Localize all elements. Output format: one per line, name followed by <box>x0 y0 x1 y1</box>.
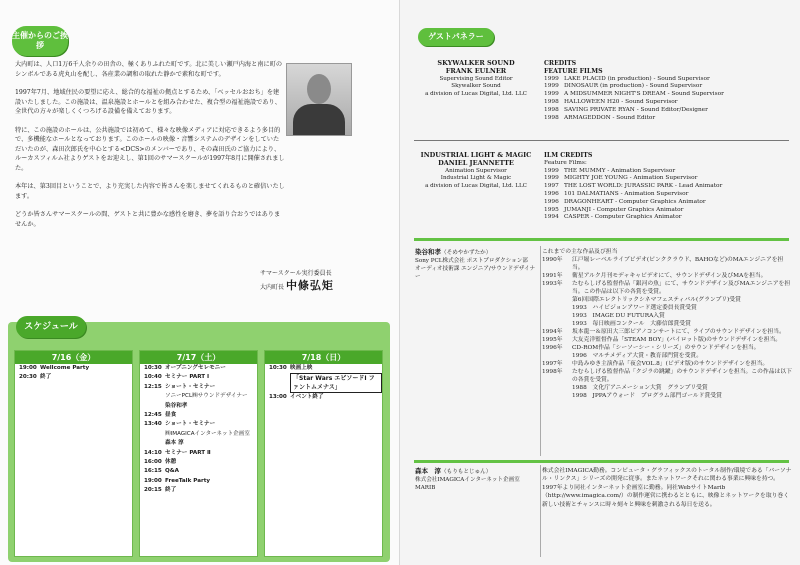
schedule-row: 19:00 FreeTalk Party <box>144 477 211 484</box>
credit-row: 1999 A MIDSUMMER NIGHT'S DREAM - Sound Supervisor <box>544 91 724 98</box>
greeting-paragraph: どうか皆さんサマースクールの間、ゲストと共に豊かな感性を磨き、夢を語り合おうではありませんか。 <box>15 211 281 228</box>
schedule-row: 13:40 ショート・セミナー <box>144 421 216 428</box>
schedule-day-3 <box>264 350 383 557</box>
work-row: 1991年 衛星アルク月刊モデャキャビデオにて、サウンドデザイン及びMAを担当。 <box>542 273 767 279</box>
day-header: 7/16（金） <box>15 351 132 364</box>
someya-profile: 染谷和孝（そめやかずたか） Sony PCL株式会社 ポストプロダクション部 オーディオ技術課 エンジニア/サウンドデザイナー <box>415 248 536 280</box>
greeting-paragraph: 本年は、第3回目ということで、より充実した内容で皆さんを楽しませてくれるものと確信いたします。 <box>15 183 285 200</box>
schedule-row: 13:00 イベント終了 <box>269 394 324 401</box>
schedule-row: 16:00 休憩 <box>144 459 177 466</box>
schedule-row: 12:15 ショート・セミナー <box>144 383 216 390</box>
schedule-row: 森本 淳 <box>165 440 184 447</box>
someya-works: これまでの主な作品及び担当 1990年 江戸堀レーベルライブビデオ(ピンククラウド、BAHOなど)のMAエンジニアを担当。 1991年 衛星アルク月刊モデャキャビデオにて、サウンドデザイン及びMAを担当。 1993年 たむらしげる監督作品「銀河の魚」にて、サウンドデザイン及びMAエンジニアを担当。この作品は以下の各賞を受賞。 第6回国際エレクトリックシネマフェスティバル(グランプリ)受賞 1993 ハイビジョンアワード選定委員長賞受賞 1993 IMAGE DU FUTURA入賞 1993 毎日映画コンクール 大藤信郎賞受賞 1994年 坂本龍一＆原田大三郎ピアノコンサートにて、ライブのサウンドデザインを担当。 1995年 大友克洋監督作品「STEAM BOY」(パイロット版)のサウンドデザインを担当。 1996年 CD-ROM作品「シーソーシー・シリーズ」のサウンドデザインを担当。 1996 マルチメディア大賞・教育部門賞を受賞。 1997年 中島みゆき主演作品「夜会VOL.8」(ビデオ版)のサウンドデザインを担当。 1998年 たむらしげる監督作品「クジラの跳躍」のサウンドデザインを担当。この作品は以下の各賞を受賞。 1988 文化庁アニメーション大賞 グランプリ受賞 1998 JPPAアウォード プログラム部門ゴールド賞受賞 <box>542 249 792 399</box>
ilm-credits: ILM CREDITS Feature Films: 1999 THE MUMMY - Animation Supervisor 1999 MIGHTY JOE YOUNG - Animation Supervisor 1997 THE LOST WORLD: JURASSIC PARK - Lead Animator 1996 101 DALMATIANS - Animation Supervisor 1996 DRAGONHEART - Computer Graphics Animator 1995 JUMANJI - Computer Graphics Animator 1994 CASPER - Computer Graphics Animator <box>544 152 789 222</box>
greeting-paragraph: 特に、この施設のホールは、公共施設では初めて、様々な映像メディアに対応できるよう多目的で、多機能なホールとなっております。このホールの映像・音響システムのデザインをしていただいたのが、森田次郎氏を中心とする<DCS>のメンバーであり、その森田氏のご協力により、ルーカスフィルム社よりゲストをお迎えし、第1回のサマースクールが1997年8月に開催されました。 <box>15 126 285 172</box>
signature-role: サマースクール実行委員長 <box>260 270 332 277</box>
credit-row: 1999 THE MUMMY - Animation Supervisor <box>544 167 676 174</box>
schedule-row: ㈱IMAGICAインターネット企画室 <box>165 430 250 437</box>
column-divider <box>540 465 541 557</box>
schedule-title-badge: スケジュール <box>16 316 86 338</box>
skywalker-profile: SKYWALKER SOUND FRANK EULNER Supervising Sound Editor Skywalker Sound a division of Lucas Digital, Ltd. LLC <box>425 59 527 98</box>
signature-block <box>260 268 334 294</box>
portrait-photo <box>286 63 352 136</box>
day-header: 7/18（日） <box>265 351 382 364</box>
credit-row: 1998 ARMAGEDDON - Sound Editor <box>544 114 656 121</box>
schedule-row: 19:00 Wellcome Party <box>19 365 90 371</box>
schedule-row <box>265 373 382 393</box>
schedule-row: 16:15 Q&A <box>144 468 179 475</box>
section-divider <box>414 140 789 141</box>
credit-row: 1999 LAKE PLACID (in production) - Sound Supervisor <box>544 75 710 82</box>
work-row: 1996 マルチメディア大賞・教育部門賞を受賞。 <box>572 353 702 359</box>
schedule-row: 20:30 終了 <box>19 374 52 381</box>
work-row: 1996年 CD-ROM作品「シーソーシー・シリーズ」のサウンドデザインを担当。 <box>542 345 760 351</box>
column-divider <box>540 246 541 456</box>
work-row: 1990年 江戸堀レーベルライブビデオ(ピンククラウド、BAHOなど)のMAエンジニアを担当。 <box>542 257 784 271</box>
work-row: 第6回国際エレクトリックシネマフェスティバル(グランプリ)受賞 <box>572 297 741 303</box>
work-row: 1988 文化庁アニメーション大賞 グランプリ受賞 <box>572 385 708 391</box>
schedule-row: 10:30 オープニングセレモニー <box>144 365 226 371</box>
guest-title-badge: ゲストパネラー <box>418 28 494 46</box>
credit-row: 1998 SAVING PRIVATE RYAN - Sound Editor/Designer <box>544 106 708 113</box>
signature-name: 中條弘矩 <box>285 279 334 292</box>
schedule-panel <box>8 322 390 562</box>
work-row: 1993 IMAGE DU FUTURA入賞 <box>572 313 665 319</box>
credit-row: 1998 HALLOWEEN H20 - Sound Supervisor <box>544 98 678 105</box>
movie-title-box: 「Star Wars エピソードⅠ ファントムメナス」 <box>290 373 382 393</box>
schedule-row: 14:10 セミナー PART Ⅱ <box>144 449 211 456</box>
work-row: 1998年 たむらしげる監督作品「クジラの跳躍」のサウンドデザインを担当。この作品は以下の各賞を受賞。 <box>542 369 792 383</box>
work-row: 1993 毎日映画コンクール 大藤信郎賞受賞 <box>572 321 691 327</box>
work-row: 1998 JPPAアウォード プログラム部門ゴールド賞受賞 <box>572 393 722 399</box>
credit-row: 1999 DINOSAUR (in production) - Sound Supervisor <box>544 83 703 90</box>
work-row: 1994年 坂本龍一＆原田大三郎ピアノコンサートにて、ライブのサウンドデザインを担当。 <box>542 329 785 335</box>
schedule-row: ソニーPCL㈱サウンドデザイナー <box>165 393 248 400</box>
skywalker-credits: CREDITS FEATURE FILMS 1999 LAKE PLACID (in production) - Sound Supervisor 1999 DINOSAUR (in production) - Sound Supervisor 1999 A MIDSUMMER NIGHT'S DREAM - Sound Supervisor 1998 HALLOWEEN H20 - Sound Supervisor 1998 SAVING PRIVATE RYAN - Sound Editor/Designer 1998 ARMAGEDDON - Sound Editor <box>544 60 789 122</box>
greeting-text <box>15 60 285 238</box>
work-row: 1997年 中島みゆき主演作品「夜会VOL.8」(ビデオ版)のサウンドデザインを担当。 <box>542 361 769 367</box>
schedule-day-1 <box>14 350 133 557</box>
schedule-row: 10:40 セミナー PART Ⅰ <box>144 374 210 381</box>
greeting-paragraph: 大内町は、人口1万6千人余りの田舎の、極くありふれた町です。北に美しい瀬戸内海と南に町のシンボルである虎丸山を配し、各産業の調和の取れた静かで素和な町です。 <box>15 61 283 78</box>
right-page <box>400 0 800 565</box>
work-row: 1993 ハイビジョンアワード選定委員長賞受賞 <box>572 305 697 311</box>
morimoto-profile: 森本 淳（もりもとじゅん） 株式会社IMAGICAインターネット企画室 MARIB <box>415 467 520 491</box>
portrait-suit-shape <box>293 104 345 136</box>
schedule-row: 染谷和孝 <box>165 402 188 409</box>
work-row: 1995年 大友克洋監督作品「STEAM BOY」(パイロット版)のサウンドデザインを担当。 <box>542 337 782 343</box>
credit-row: 1997 THE LOST WORLD: JURASSIC PARK - Lead Animator <box>544 183 723 190</box>
work-row: 1993年 たむらしげる監督作品「銀河の魚」にて、サウンドデザイン及びMAエンジニアを担当。この作品は以下の各賞を受賞。 <box>542 281 791 295</box>
schedule-row: 10:30 映画上映 <box>269 365 313 371</box>
section-divider-green <box>414 460 789 463</box>
schedule-row: 12:45 昼食 <box>144 412 177 419</box>
credit-row: 1995 JUMANJI - Computer Graphics Animator <box>544 206 684 213</box>
section-divider-green <box>414 238 789 241</box>
ilm-profile: INDUSTRIAL LIGHT & MAGIC DANIEL JEANNETTE Animation Supervisor Industrial Light & Magic a division of Lucas Digital, Ltd. LLC <box>420 151 532 190</box>
greeting-paragraph: 1997年7月、地域住民の要望に応え、総合的な福祉の拠点とするため、「ベッセルおおち」を建設いたしました。この施設は、温泉施設とホールとを組み合わせた、複合型の福祉施設であり、全世代の方々が楽しくくつろげる設備を備えております。 <box>15 89 281 115</box>
credit-row: 1996 101 DALMATIANS - Animation Supervisor <box>544 190 689 197</box>
signature-town: 大内町長 <box>260 284 285 291</box>
greeting-title-badge: 主催からのご挨拶 <box>12 26 68 56</box>
portrait-head-shape <box>307 74 331 104</box>
morimoto-bio: 株式会社IMAGICA勤務。コンピュータ・グラフィックスのトータル制作/環境である「バーソナル・リンクス」シリーズの開発に従事。またネットワークそれに関わる事業に興味を持つ。 1997年より同社インターネット企画室に勤務。同社WebサイトMarib（http://www.imagica.com/）の制作運営に携わるとともに、映像とネットワークを取り巻く新しい技術とチャンスに時々刻々と興味を刺激される毎日を送る。 <box>542 468 792 508</box>
credit-row: 1994 CASPER - Computer Graphics Animator <box>544 214 682 221</box>
schedule-row: 20:15 終了 <box>144 487 177 494</box>
schedule-day-2 <box>139 350 258 557</box>
credit-row: 1996 DRAGONHEART - Computer Graphics Animator <box>544 198 706 205</box>
day-header: 7/17（土） <box>140 351 257 364</box>
credit-row: 1999 MIGHTY JOE YOUNG - Animation Supervisor <box>544 175 698 182</box>
